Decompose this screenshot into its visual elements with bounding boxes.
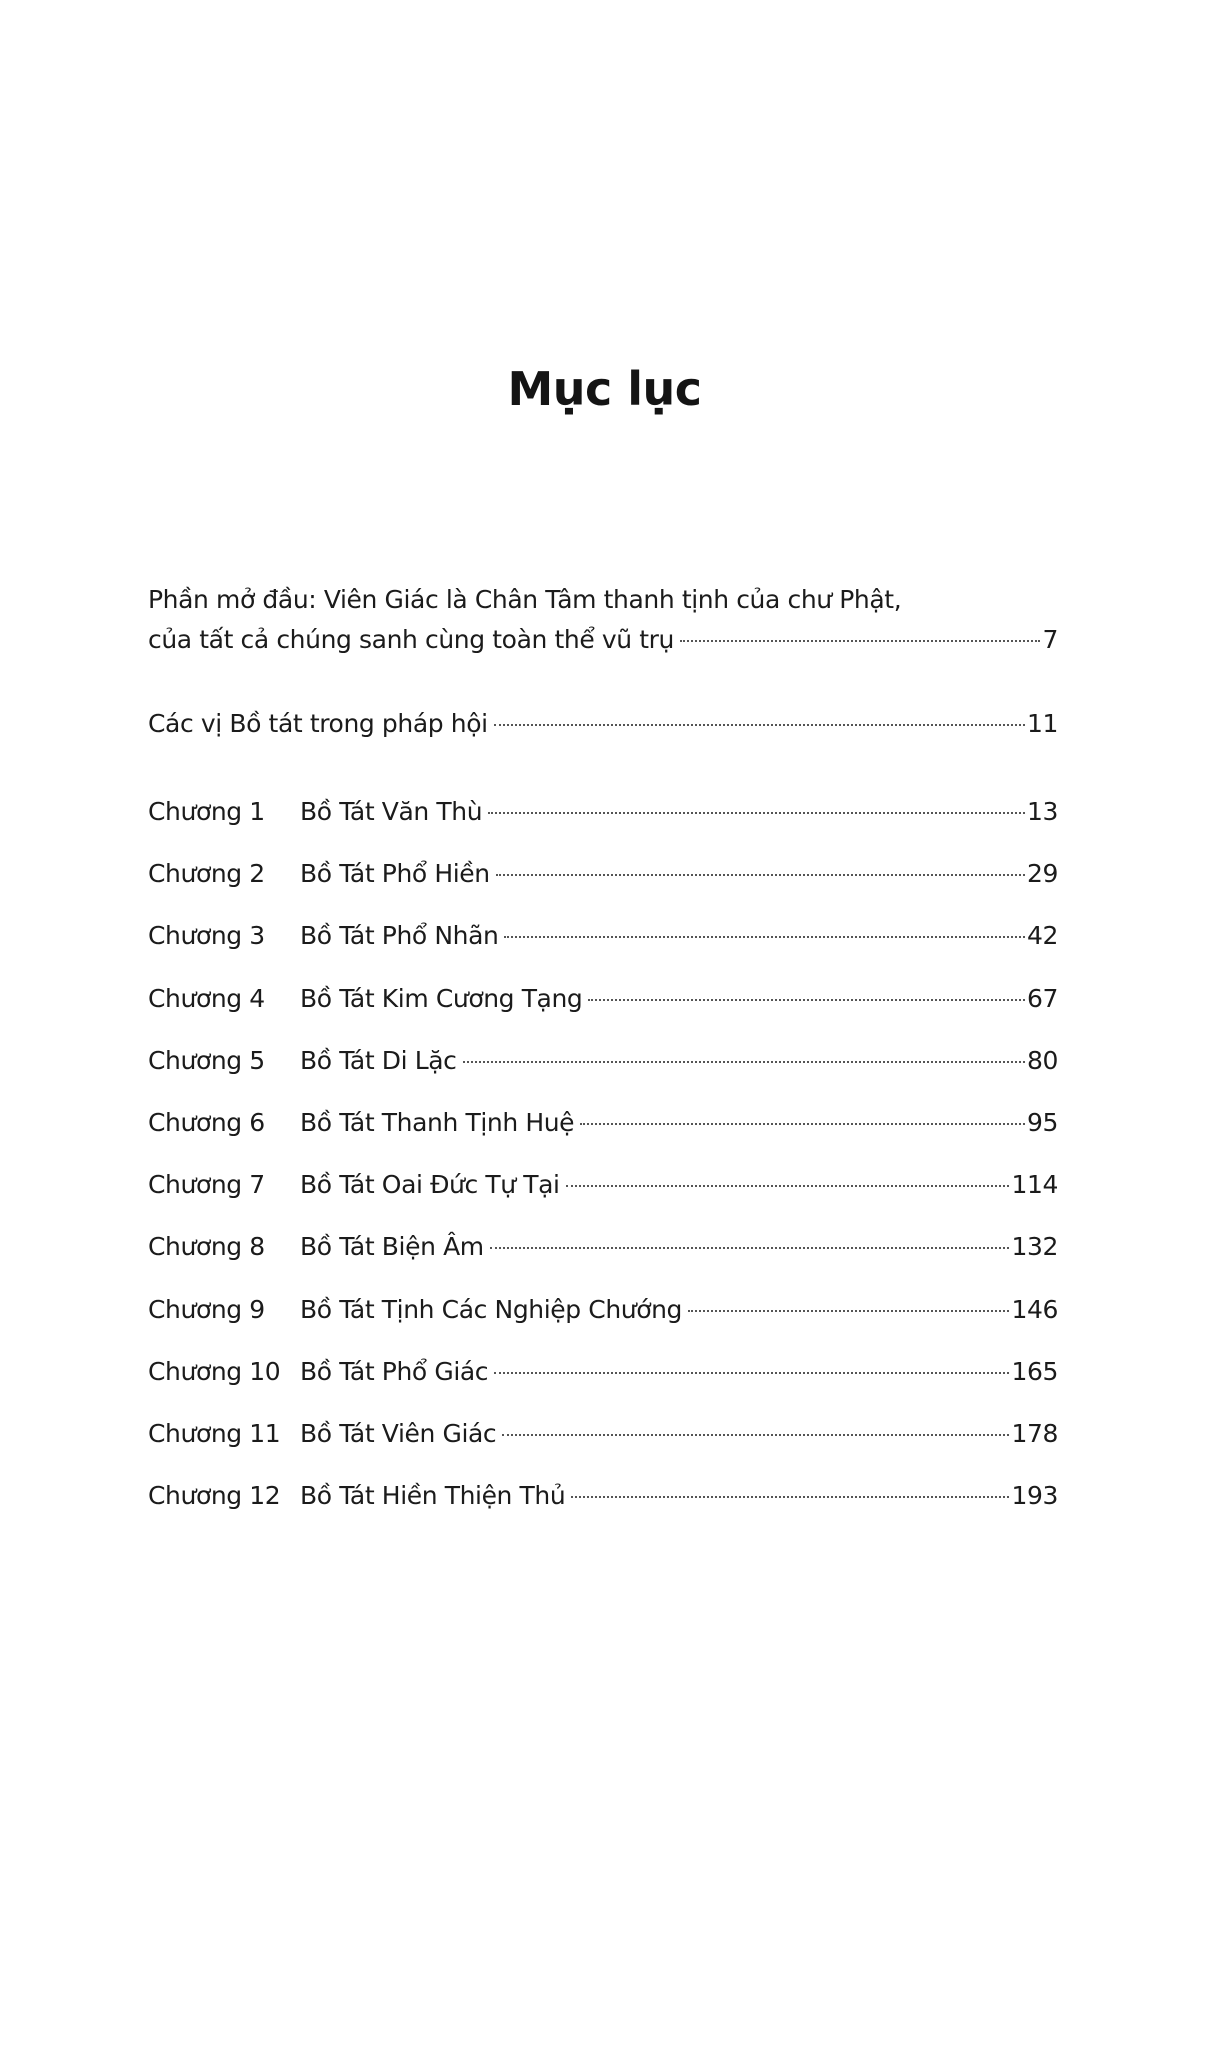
page-title: Mục lục: [507, 362, 702, 416]
dot-leader: [571, 1496, 1009, 1498]
dot-leader: [463, 1061, 1025, 1063]
chapter-label: Chương 1: [148, 797, 265, 826]
bo-tat-page-number: 11: [1026, 709, 1058, 738]
chapter-page-number: 165: [1011, 1356, 1058, 1386]
chapter-page-number: 193: [1011, 1481, 1058, 1511]
chapter-label: Chương 3: [148, 921, 265, 951]
chapter-page-number: 29: [1026, 859, 1058, 889]
toc-entry-intro: [148, 585, 1058, 709]
chapter-title: Bồ Tát Phổ Giác: [300, 1356, 489, 1386]
chapter-title: Bồ Tát Biện Âm: [300, 1232, 484, 1262]
chapter-title: Bồ Tát Oai Đức Tự Tại: [300, 1170, 560, 1200]
chapter-row: [148, 1357, 1058, 1419]
dot-leader: [688, 1310, 1009, 1312]
chapter-row: [148, 1108, 1058, 1170]
chapter-title: Bồ Tát Viên Giác: [300, 1418, 497, 1448]
chapter-label: Chương 10: [148, 1356, 281, 1386]
chapter-row: [148, 921, 1058, 983]
chapter-row: [148, 1481, 1058, 1543]
chapter-label: Chương 9: [148, 1294, 265, 1324]
chapter-title: Bồ Tát Phổ Nhãn: [300, 921, 499, 951]
intro-title-line2: của tất cả chúng sanh cùng toàn thể vũ trụ: [148, 625, 674, 654]
chapter-page-number: 132: [1011, 1232, 1058, 1262]
chapter-label: Chương 7: [148, 1170, 265, 1200]
bo-tat-title: Các vị Bồ tát trong pháp hội: [148, 709, 488, 738]
chapter-label: Chương 2: [148, 859, 265, 889]
chapter-title: Bồ Tát Thanh Tịnh Huệ: [300, 1107, 575, 1137]
chapter-row: [148, 1170, 1058, 1232]
chapter-title: Bồ Tát Tịnh Các Nghiệp Chướng: [300, 1294, 683, 1324]
chapter-title: Bồ Tát Văn Thù: [300, 797, 483, 826]
chapter-row: [148, 1232, 1058, 1294]
chapter-title: Bồ Tát Di Lặc: [300, 1045, 457, 1075]
chapter-label: Chương 8: [148, 1232, 265, 1262]
intro-page-number: 7: [1042, 625, 1058, 654]
chapter-label: Chương 5: [148, 1045, 265, 1075]
dot-leader: [494, 1372, 1009, 1374]
chapter-page-number: 67: [1026, 983, 1058, 1013]
chapter-row: [148, 1419, 1058, 1481]
dot-leader: [496, 874, 1025, 876]
chapter-page-number: 146: [1011, 1294, 1058, 1324]
chapter-page-number: 42: [1026, 921, 1058, 951]
table-of-contents: [148, 585, 1058, 1543]
dot-leader: [502, 1434, 1009, 1436]
intro-title-line2-row: [148, 625, 1058, 654]
toc-entry-bo-tat: [148, 709, 1058, 797]
dot-leader: [588, 999, 1025, 1001]
chapter-page-number: 80: [1026, 1045, 1058, 1075]
chapter-list: [148, 797, 1058, 1543]
chapter-label: Chương 6: [148, 1107, 265, 1137]
dot-leader: [680, 640, 1041, 642]
dot-leader: [566, 1185, 1010, 1187]
chapter-title: Bồ Tát Kim Cương Tạng: [300, 983, 583, 1013]
chapter-page-number: 13: [1026, 797, 1058, 826]
chapter-label: Chương 12: [148, 1481, 281, 1511]
dot-leader: [494, 724, 1025, 726]
chapter-row: [148, 1295, 1058, 1357]
chapter-page-number: 178: [1011, 1418, 1058, 1448]
dot-leader: [490, 1247, 1010, 1249]
chapter-row: [148, 1046, 1058, 1108]
dot-leader: [488, 812, 1025, 814]
chapter-page-number: 95: [1026, 1107, 1058, 1137]
chapter-row: [148, 984, 1058, 1046]
chapter-label: Chương 4: [148, 983, 265, 1013]
chapter-title: Bồ Tát Phổ Hiền: [300, 859, 490, 889]
chapter-label: Chương 11: [148, 1418, 281, 1448]
intro-title-line1: Phần mở đầu: Viên Giác là Chân Tâm thanh tịnh của chư Phật,: [148, 585, 902, 614]
chapter-title: Bồ Tát Hiền Thiện Thủ: [300, 1481, 566, 1511]
chapter-row: [148, 859, 1058, 921]
chapter-page-number: 114: [1011, 1170, 1058, 1200]
dot-leader: [580, 1123, 1025, 1125]
bo-tat-row: [148, 709, 1058, 738]
chapter-row: [148, 797, 1058, 859]
dot-leader: [504, 936, 1025, 938]
